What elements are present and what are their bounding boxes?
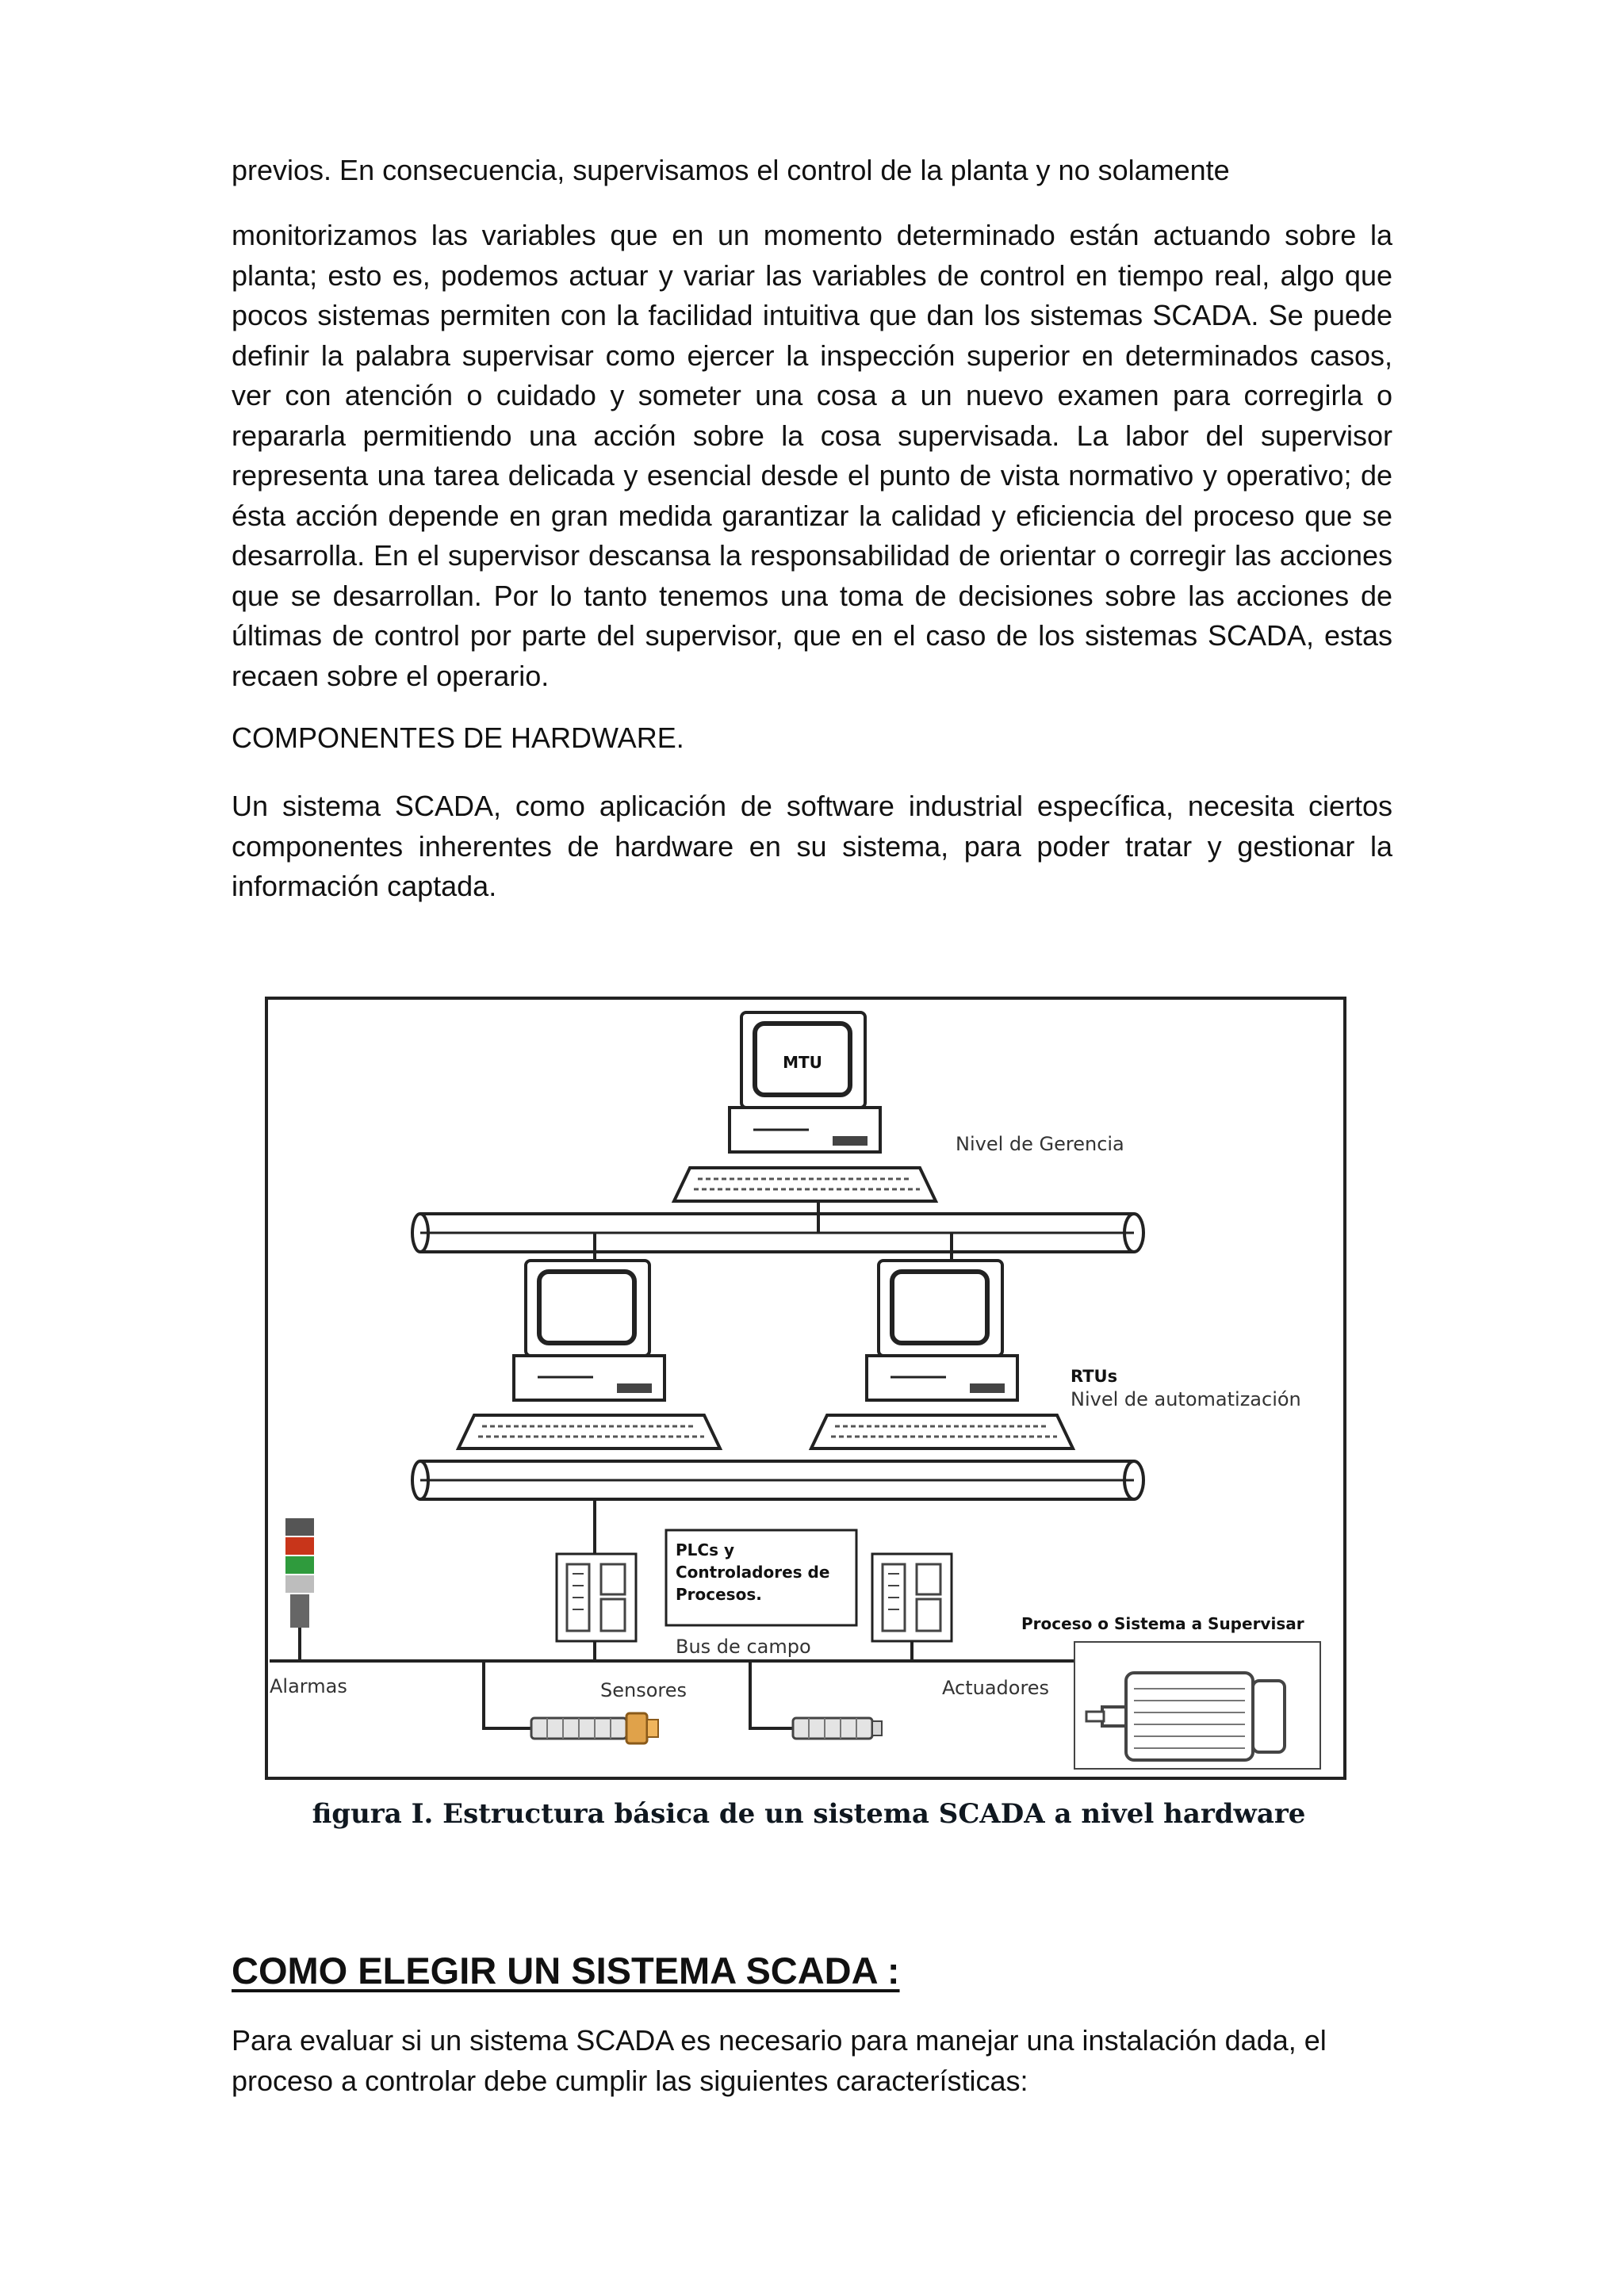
actuadores-label: Actuadores xyxy=(942,1677,1050,1699)
sensores-label: Sensores xyxy=(600,1679,688,1701)
plcs-label-line2: Controladores de xyxy=(676,1563,830,1582)
paragraph-supervision: monitorizamos las variables que en un momento determinado están actuando sobre la planta; esto es, podemos actuar y variar las variables de control en tiempo real, algo que pocos sistemas permiten con la facilidad intuitiva que dan los sistemas SCADA. Se puede definir la palabra supervisar como ejercer la inspección superior en determinados casos, ver con atención o cuidado y someter una cosa a un nuevo examen para corregirla o repararla permitiendo una acción sobre la cosa supervisada. La labor del supervisor representa una tarea delicada y esencial desde el punto de vista normativo y operativo; de ésta acción depende en gran medida garantizar la calidad y eficiencia del proceso que se desarrolla. En el supervisor descansa la responsabilidad de orientar o corregir las acciones que se desarrollan. Por lo tanto tenemos una toma de decisiones sobre las acciones de últimas de control por parte del supervisor, que en el caso de los sistemas SCADA, estas recaen sobre el operario. xyxy=(232,219,1392,692)
nivel-gerencia-label: Nivel de Gerencia xyxy=(956,1133,1124,1155)
paragraph-hardware-intro: Un sistema SCADA, como aplicación de software industrial específica, necesita ciertos componentes inherentes de hardware en su sistema, para poder tratar y gestionar la información captada. xyxy=(232,790,1392,902)
sensor-icon xyxy=(793,1718,882,1739)
bus-campo-label: Bus de campo xyxy=(676,1636,811,1658)
nivel-automatizacion-label: Nivel de automatización xyxy=(1071,1388,1301,1410)
paragraph-continuation: previos. En consecuencia, supervisamos el control de la planta y no solamente xyxy=(232,154,1230,186)
alarmas-label: Alarmas xyxy=(270,1675,347,1697)
paragraph-how-to-choose: Para evaluar si un sistema SCADA es necesario para manejar una instalación dada, el proceso a controlar debe cumplir las siguientes características: xyxy=(232,2024,1327,2097)
rtus-label: RTUs xyxy=(1071,1367,1118,1386)
section-title: COMO ELEGIR UN SISTEMA SCADA : xyxy=(232,1950,900,1992)
plcs-label-line1: PLCs y xyxy=(676,1540,734,1559)
hardware-heading: COMPONENTES DE HARDWARE. xyxy=(232,721,684,754)
proceso-label: Proceso o Sistema a Supervisar xyxy=(1021,1614,1304,1633)
scada-hardware-diagram xyxy=(262,995,1356,1788)
mtu-label: MTU xyxy=(783,1053,822,1072)
figure-caption: figura I. Estructura básica de un sistema SCADA a nivel hardware xyxy=(312,1798,1306,1830)
plc-unit-icon xyxy=(872,1554,952,1641)
plc-unit-icon xyxy=(557,1554,636,1641)
plcs-label-line3: Procesos. xyxy=(676,1585,762,1604)
sensor-icon xyxy=(531,1713,658,1743)
diagram-svg xyxy=(262,995,1356,1788)
